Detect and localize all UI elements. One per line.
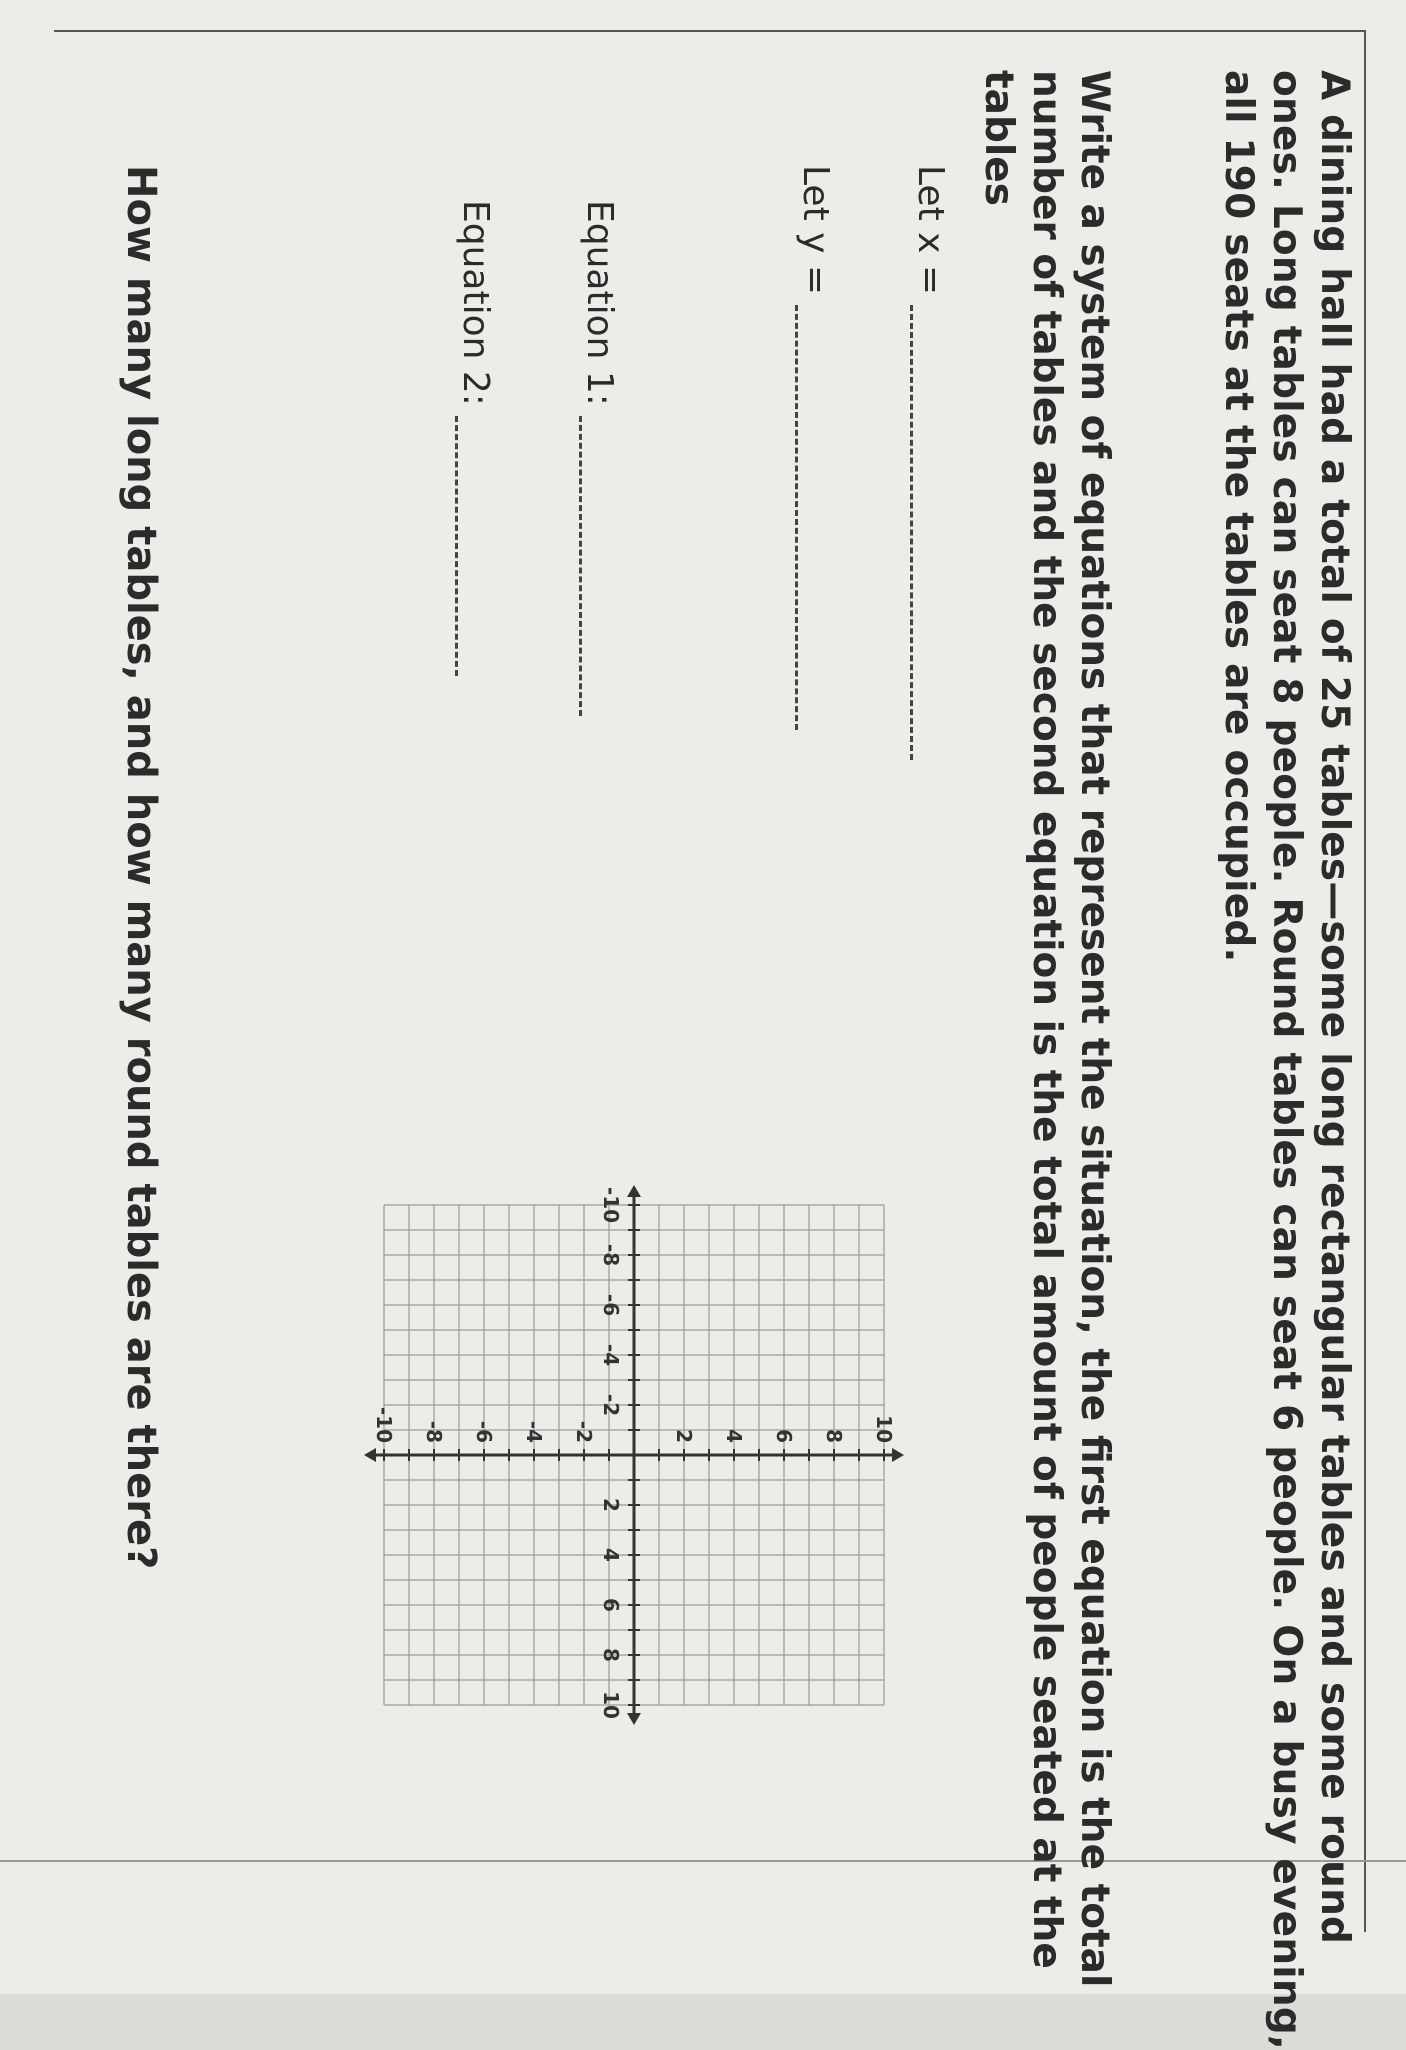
problem-line: all 190 seats at the tables are occupied. bbox=[1216, 70, 1261, 963]
y-tick-label: 6 bbox=[772, 1429, 796, 1443]
instruction-line: tables bbox=[976, 70, 1021, 206]
x-tick-label: -10 bbox=[599, 1186, 623, 1224]
y-tick-label: 4 bbox=[722, 1429, 746, 1443]
let-x-label: Let x = bbox=[910, 165, 951, 296]
x-tick-label: -2 bbox=[599, 1393, 623, 1417]
fold-line bbox=[0, 1860, 1406, 1862]
x-axis-arrow-left bbox=[627, 1185, 641, 1197]
y-tick-label: 2 bbox=[672, 1429, 696, 1443]
y-tick-label: 10 bbox=[872, 1415, 896, 1443]
let-y-blank[interactable] bbox=[795, 305, 834, 730]
y-axis-arrow-down bbox=[364, 1448, 376, 1462]
instruction-line: number of tables and the second equation is the total amount of people seated at the bbox=[1024, 70, 1069, 1969]
problem-line: ones. Long tables can seat 8 people. Round tables can seat 6 people. On a busy evening, bbox=[1264, 70, 1309, 2050]
x-tick-label: -4 bbox=[599, 1343, 623, 1367]
x-axis-arrow-right bbox=[627, 1713, 641, 1725]
let-x-field bbox=[910, 165, 951, 760]
y-tick-label: -6 bbox=[472, 1420, 496, 1443]
instruction-line: Write a system of equations that represent the situation, the first equation is the total bbox=[1072, 70, 1117, 1988]
y-axis-arrow-up bbox=[892, 1448, 904, 1462]
coordinate-grid[interactable] bbox=[254, 1160, 914, 1780]
let-y-field bbox=[795, 165, 836, 730]
axes bbox=[364, 1185, 904, 1725]
question: How many long tables, and how many round tables are there? bbox=[118, 165, 164, 1570]
x-tick-label: 10 bbox=[599, 1691, 623, 1719]
y-tick-label: 8 bbox=[822, 1429, 846, 1443]
equation1-field bbox=[579, 200, 620, 716]
x-tick-label: 2 bbox=[599, 1498, 623, 1512]
problem-statement bbox=[1214, 70, 1358, 2050]
y-tick-label: -2 bbox=[572, 1420, 596, 1443]
let-y-label: Let y = bbox=[795, 165, 836, 296]
x-tick-label: 4 bbox=[599, 1548, 623, 1562]
y-tick-label: -10 bbox=[372, 1406, 396, 1443]
problem-line: A dining hall had a total of 25 tables—some long rectangular tables and some round bbox=[1312, 70, 1357, 1945]
instructions bbox=[974, 70, 1118, 1987]
equation1-blank[interactable] bbox=[579, 416, 618, 716]
equation2-label: Equation 2: bbox=[455, 200, 496, 406]
equation1-label: Equation 1: bbox=[579, 200, 620, 406]
equation2-field bbox=[455, 200, 496, 676]
let-x-blank[interactable] bbox=[910, 305, 949, 760]
y-tick-label: -4 bbox=[522, 1420, 546, 1443]
equation2-blank[interactable] bbox=[455, 416, 494, 676]
x-tick-label: 8 bbox=[599, 1648, 623, 1662]
x-tick-label: -6 bbox=[599, 1293, 623, 1317]
x-tick-label: -8 bbox=[599, 1243, 623, 1267]
x-tick-label: 6 bbox=[599, 1598, 623, 1612]
y-tick-label: -8 bbox=[422, 1420, 446, 1443]
